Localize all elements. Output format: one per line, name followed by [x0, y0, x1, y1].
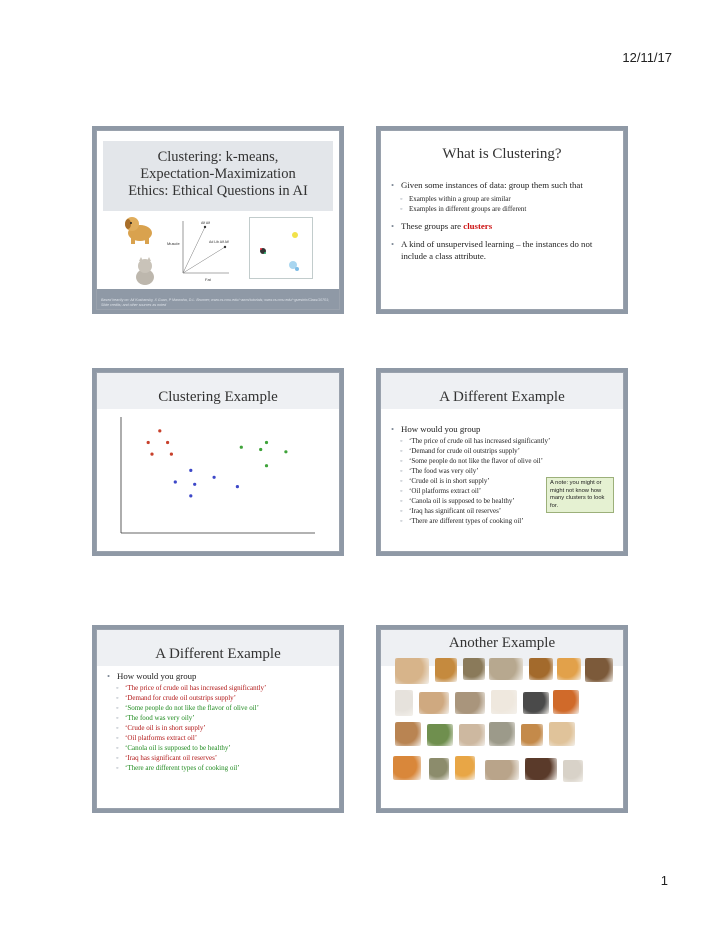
slide-5-bullets	[107, 670, 331, 773]
bullet-text: These groups are	[401, 221, 464, 231]
scatter-point	[213, 476, 216, 479]
bullet: • How would you group	[107, 670, 331, 682]
sub-bullet: ◦ ‘Crude oil is in short supply’	[391, 476, 615, 486]
slide-1-title-line: Ethics: Ethical Questions in AI	[128, 183, 308, 199]
slide-2-what-is-clustering	[380, 130, 624, 310]
sub-bullet: ◦ ‘Iraq has significant oil reserves’	[107, 753, 331, 763]
scatter-point	[284, 450, 287, 453]
pet-photo	[525, 758, 557, 780]
slide-5-different-example-colored	[96, 629, 340, 809]
scatter-point	[189, 469, 192, 472]
sub-bullet: ◦ ‘Some people do not like the flavor of olive oil’	[107, 703, 331, 713]
pet-photo	[419, 692, 449, 714]
scatter-point	[170, 453, 173, 456]
plot-label-b: Ad Lib Alf Alf	[209, 240, 229, 244]
bullet	[391, 220, 615, 232]
slide-1-title	[96, 130, 340, 310]
pet-photo	[435, 658, 457, 682]
pet-photo	[455, 692, 485, 714]
scatter-points	[147, 429, 288, 497]
sub-bullet: ◦ ‘Oil platforms extract oil’	[391, 486, 615, 496]
sub-bullet: ◦ ‘The price of crude oil has increased significantly’	[107, 683, 331, 693]
pet-photo	[463, 658, 485, 680]
bullet-text: A kind of unsupervised learning – the instances do not include a class attribute.	[401, 239, 593, 261]
slide-footer	[97, 289, 339, 309]
cat-icon	[133, 257, 157, 285]
scatter-point	[174, 480, 177, 483]
bullet-text: Given some instances of data: group them such that	[401, 180, 583, 190]
pet-photo	[455, 756, 475, 780]
slide-1-title-line: Clustering: k-means,	[157, 149, 279, 165]
pet-photo	[427, 724, 453, 746]
scatter-point	[259, 448, 262, 451]
scatter-point	[189, 494, 192, 497]
slide-credit: Based heavily on: Ali Kushansky, X Guan, P Marwaha, D.L. Brunner; www.cs.cmu.edu/~awm/tutorials; www.cs.cmu.edu/~guestrin/Class/10701; Slide credits; and other sources as noted	[101, 298, 330, 307]
sub-bullet: ◦ ‘There are different types of cooking oil’	[391, 516, 615, 526]
slide-4-different-example	[380, 372, 624, 552]
pet-photo-grid	[389, 656, 617, 806]
bullet: • How would you group	[391, 423, 615, 435]
slide-6-another-example	[380, 629, 624, 809]
scatter-plot	[117, 415, 317, 541]
slide-2-title: What is Clustering?	[442, 146, 562, 162]
sub-bullet: ◦ ‘Demand for crude oil outstrips supply’	[107, 693, 331, 703]
scatter-point	[236, 485, 239, 488]
pet-photo	[529, 658, 553, 680]
sub-bullet: ◦ ‘There are different types of cooking oil’	[107, 763, 331, 773]
plot-label-a: Alf Alf	[201, 221, 210, 225]
scatter-point	[158, 429, 161, 432]
pet-photo	[523, 692, 549, 714]
pet-photo	[459, 724, 485, 746]
sub-bullet: ◦ ‘Oil platforms extract oil’	[107, 733, 331, 743]
sub-bullet: ◦ Examples within a group are similar	[391, 194, 615, 204]
slide-1-title-line: Expectation-Maximization	[140, 166, 296, 182]
pet-photo	[585, 658, 613, 682]
pet-photo	[393, 756, 421, 780]
pet-photo	[521, 724, 543, 746]
slide-6-title: Another Example	[448, 635, 556, 651]
sub-bullet: ◦ ‘The food was very oily’	[107, 713, 331, 723]
slide-4-title: A Different Example	[439, 389, 565, 405]
scatter-point	[265, 441, 268, 444]
note-box: A note: you might or might not know how many clusters to look for.	[546, 477, 614, 513]
sub-bullet: ◦ ‘Crude oil is in short supply’	[107, 723, 331, 733]
scatter-point	[265, 464, 268, 467]
scatter-point	[193, 483, 196, 486]
pet-photo	[557, 658, 581, 680]
slide-3-clustering-example	[96, 372, 340, 552]
slide-3-title: Clustering Example	[158, 389, 278, 405]
scatter-point	[240, 446, 243, 449]
title-box	[103, 141, 333, 211]
clusters-highlight: clusters	[463, 221, 493, 231]
pet-photo	[563, 760, 583, 782]
bullet	[391, 238, 615, 262]
pet-photo	[395, 690, 413, 716]
sub-bullet: ◦ ‘Canola oil is supposed to be healthy’	[107, 743, 331, 753]
pet-photo	[553, 690, 579, 714]
pet-photo	[489, 722, 515, 746]
pet-photo	[429, 758, 449, 780]
plot-x-label: Fat	[205, 277, 211, 282]
sub-bullet: ◦ ‘Some people do not like the flavor of olive oil’	[391, 456, 615, 466]
pet-photo	[395, 658, 429, 684]
cluster-thumbnail	[249, 217, 313, 279]
pet-photo	[485, 760, 519, 780]
sub-bullet: ◦ ‘Canola oil is supposed to be healthy’	[391, 496, 615, 506]
bullet	[391, 179, 615, 191]
page-number: 1	[660, 873, 668, 888]
slide-2-bullets	[391, 179, 615, 265]
slide-5-title: A Different Example	[155, 646, 281, 662]
scatter-point	[150, 453, 153, 456]
sub-bullet: ◦ ‘The food was very oily’	[391, 466, 615, 476]
header-date: 12/11/17	[622, 50, 672, 65]
pet-photo	[491, 690, 517, 714]
muscle-fat-plot	[165, 217, 231, 283]
pet-photo	[549, 722, 575, 746]
sub-bullet: ◦ Examples in different groups are different	[391, 204, 615, 214]
pet-photo	[489, 658, 523, 680]
plot-y-label: Muscle	[167, 241, 180, 246]
dog-icon	[123, 215, 157, 245]
sub-bullet: ◦ ‘Iraq has significant oil reserves’	[391, 506, 615, 516]
sub-bullet: ◦ ‘Demand for crude oil outstrips supply’	[391, 446, 615, 456]
sub-bullet: ◦ ‘The price of crude oil has increased significantly’	[391, 436, 615, 446]
scatter-point	[147, 441, 150, 444]
scatter-point	[166, 441, 169, 444]
pet-photo	[395, 722, 421, 746]
